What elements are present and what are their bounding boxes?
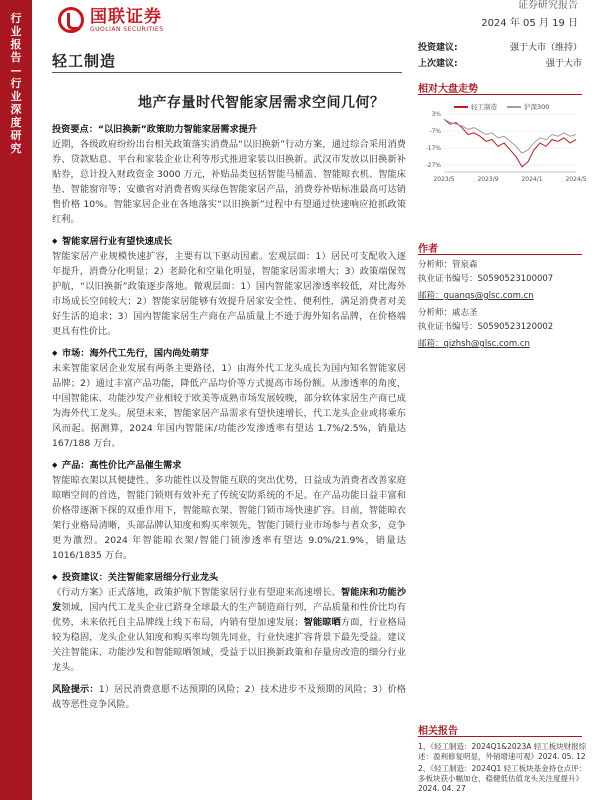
section-growth (52, 234, 406, 339)
analyst-title: 作者 (418, 244, 438, 255)
email-link[interactable]: 邮箱：qizhsh@glsc.com.cn (418, 339, 530, 349)
relative-performance-chart (418, 96, 587, 186)
section-product (52, 458, 406, 563)
related-title: 相关报告 (418, 726, 458, 737)
risk-text: 1）居民消费意愿不达预期的风险；2）技术进步不及预期的风险；3）价格战等恶性竞争风险。 (52, 684, 406, 710)
series-line (444, 119, 576, 167)
analyst-cert: 执业证书编号：S0590523100007 (418, 274, 554, 284)
section-body (52, 682, 406, 712)
section-heading: ◆ 投资建议：关注智能家居细分行业龙头 (52, 570, 406, 585)
analyst-info (418, 258, 586, 351)
chart-title: 相对大盘走势 (418, 84, 478, 95)
y-tick-label: -17% (425, 145, 441, 153)
report-type: 证券研究报告 (518, 0, 578, 11)
invest-rating (418, 40, 582, 53)
body-emphasis: 智能晾晒 (303, 617, 341, 628)
section-body: 近期，各级政府纷纷出台相关政策落实消费品“以旧换新”行动方案，通过综合采用消费券、贷款贴息、平台和家装企业让利等形式推进家装以旧换新。武汉市发放以旧换新补贴券，总计投入财政资金 3000 万元，补贴品类包括智能马桶盖、智能晾衣机、智能床垫、智能窗帘等；安徽省对消费者购买绿色智能家居产品，消费券补贴标准最高可达销售价格 10%。智能家居企业在各地落实“以旧换新”过程中有望通过快速响应抢抓政策红利。 (52, 139, 406, 225)
legend-item (507, 102, 549, 111)
legend-label: 轻工制造 (471, 103, 497, 111)
sidebar-label: 行业报告—行业深度研究 (10, 12, 22, 155)
y-tick-label: -27% (425, 162, 441, 170)
section-market (52, 346, 406, 451)
legend-item (454, 102, 497, 111)
body-text: 《行动方案》正式落地，政策护航下智能家居行业有望迎来高速增长。 (52, 587, 341, 598)
legend-label: 沪深300 (524, 103, 550, 111)
section-body: 智能晾衣架以其便捷性、多功能性以及智能互联的突出优势，日益成为消费者改善家庭晾晒空间的首选，智能门锁则有效补充了传统安防系统的不足。在产品功能日益丰富和价格带逐渐下探的双重作用下，智能晾衣架、智能门锁市场快速扩容。目前，智能晾衣架行业格局清晰，头部品牌认知度和购买率领先，智能门锁行业市场参与者众多，竞争更为激烈。2024 年智能晾衣架/智能门锁渗透率有望达 9.0%/21.9%，销量达 1016/1835 万台。 (52, 475, 406, 561)
related-reports (418, 742, 588, 794)
brand-name-en: GUOLIAN SECURITIES (90, 25, 164, 33)
analyst-name: 分析师：戚志圣 (418, 308, 478, 318)
brand-logo (58, 3, 164, 37)
x-tick-label: 2024/5 (565, 176, 587, 183)
report-date: 2024 年 05 月 19 日 (481, 18, 578, 29)
section-heading: ◆ 市场：海外代工先行，国内尚处萌芽 (52, 346, 406, 361)
section-risk (52, 682, 406, 712)
related-title-divider (418, 736, 582, 737)
risk-heading: 风险提示： (52, 684, 99, 695)
section-heading: ◆ 产品：高性价比产品催生需求 (52, 458, 406, 473)
prev-rating-label: 上次建议: (418, 59, 458, 69)
analyst-email[interactable] (418, 337, 586, 351)
chart-legend (454, 102, 549, 111)
related-report-item[interactable]: 1、《轻工制造：2024Q1&2023A 轻工板块财报综述：盈利修复明显，外销增速可观》2024. 05. 12 (418, 742, 587, 761)
section-key-points (52, 122, 406, 227)
invest-rating-value: 强于大市（维持） (509, 43, 582, 53)
x-tick-label: 2023/5 (433, 176, 455, 183)
report-headline: 地产存量时代智能家居需求空间几何？ (138, 95, 385, 111)
y-tick-label: -7% (429, 128, 441, 136)
invest-rating-label: 投资建议: (418, 43, 458, 53)
prev-rating-value: 强于大市 (545, 59, 582, 69)
main-content (52, 122, 406, 719)
analyst-email[interactable] (418, 289, 586, 303)
legend-swatch (507, 106, 521, 108)
logo-icon (58, 7, 84, 33)
section-body: 智能家居产业规模快速扩容，主要有以下驱动因素。宏观层面：1）居民可支配收入逐年提升，消费分化明显；2）老龄化和空巢化明显，智能家居需求增大；3）政策端保驾护航，“以旧换新”政策逐步落地。微观层面：1）国内智能家居渗透率较低，对比海外市场成长空间较大；2）智能家居能够有效提升居家安全性、便利性，满足消费者对美好生活的追求；3）国内智能家居生产商在产品质量上不逊于海外知名品牌，在价格端更具有性价比。 (52, 251, 406, 337)
email-link[interactable]: 邮箱：guanqs@glsc.com.cn (418, 291, 534, 301)
body-text: 领域，国内代工龙头企业已跻身全球最大的生产制造商行列，产品质量和性价比均有优势，未来依托自主品牌线上线下布局，内销有望加速发展； (52, 602, 407, 628)
x-tick-label: 2024/1 (521, 176, 543, 183)
sidebar (0, 0, 32, 800)
section-body: 未来智能家居企业发展有两条主要路径，1）由海外代工龙头成长为国内知名智能家居品牌；2）通过丰富产品功能，降低产品均价等方式提高市场份额。从渗透率的角度，中国智能床、功能沙发产业相较于欧美等成熟市场发展较晚，部分软体家居生产商已成为海外代工龙头。展望未来，智能家居产品需求有望快速增长，代工龙头企业或将乘东风而起。据测算，2024 年国内智能床/功能沙发渗透率有望达 1.7%/2.5%，销量达 167/188 万台。 (52, 363, 406, 449)
analyst-name: 分析师：管泉森 (418, 260, 478, 270)
section-heading: ◆ 智能家居行业有望快速成长 (52, 234, 406, 249)
x-tick-label: 2023/9 (477, 176, 499, 183)
chart-title-divider (418, 94, 582, 95)
prev-rating (418, 56, 582, 69)
section-body (52, 585, 406, 675)
analyst-cert: 执业证书编号：S0590523120002 (418, 322, 554, 332)
industry-title: 轻工制造 (52, 52, 117, 70)
related-report-item[interactable]: 2、《轻工制造：2024Q1 轻工板块基金持仓点评：多板块获小幅加仓，稳健低估值龙头关注度提升》2024. 04. 27 (418, 764, 587, 793)
body-text: 方面，行业格局较为稳固，龙头企业认知度和购买率均领先同业，行业快速扩容背景下最先受益。建议关注智能床、功能沙发和智能晾晒领域，受益于以旧换新政策和存量房改造的细分行业龙头。 (52, 617, 407, 673)
legend-swatch (454, 106, 468, 108)
header-divider (52, 72, 402, 73)
brand-name-cn: 国联证券 (90, 6, 162, 27)
section-heading: 投资要点：“以旧换新”政策助力智能家居需求提升 (52, 124, 258, 135)
y-tick-label: 3% (431, 111, 441, 118)
section-investment (52, 570, 406, 675)
analyst-title-divider (418, 254, 582, 255)
body-emphasis: 智能床和功能沙发 (52, 587, 407, 613)
